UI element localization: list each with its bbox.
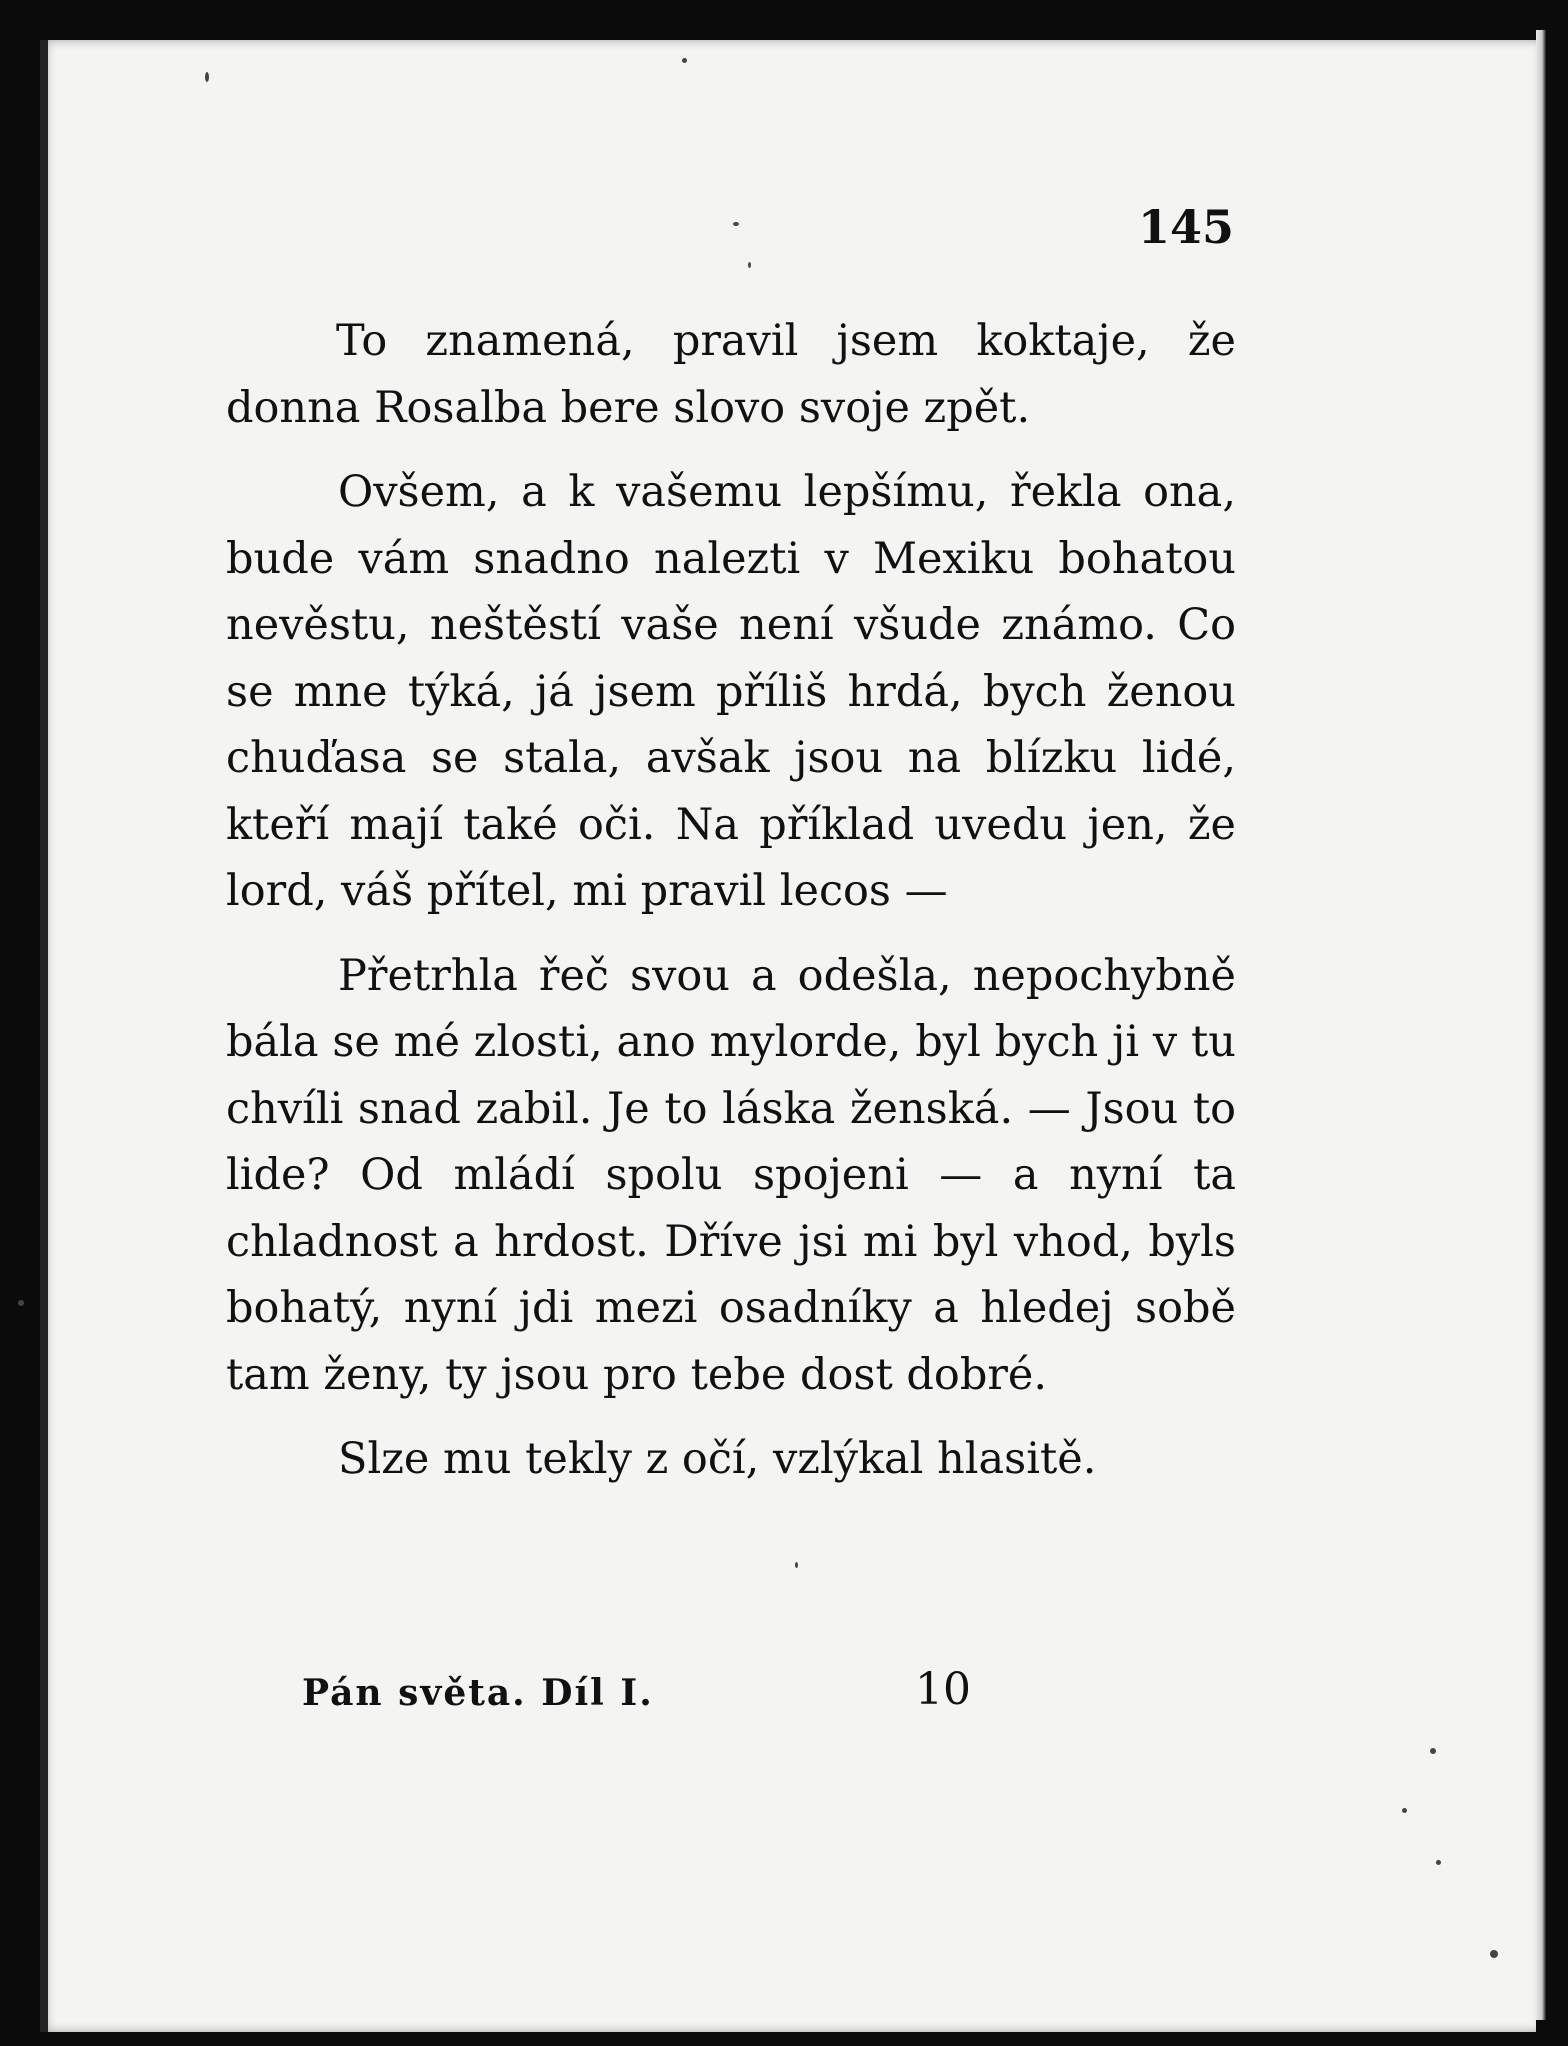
binding-edge [40, 40, 48, 2032]
scan-speck [748, 262, 751, 268]
scan-speck [1436, 1860, 1441, 1865]
page-edge [1536, 30, 1546, 2020]
body-text [226, 308, 1236, 1493]
footer-signature: Pán světa. Díl I. [302, 1672, 654, 1714]
scan-speck [682, 58, 687, 63]
scan-speck [1490, 1950, 1498, 1958]
scan-speck [205, 72, 209, 82]
paragraph-4: Slze mu tekly z očí, vzlýkal hlasitě. [338, 1434, 1097, 1484]
paragraph-1: To znamená, pravil jsem koktaje, že donna Rosalba bere slovo svoje zpět. [226, 316, 1236, 433]
scan-speck [18, 1300, 24, 1306]
scan-speck [733, 222, 739, 226]
paragraph-3: Přetrhla řeč svou a odešla, nepochybně bála se mé zlosti, ano mylorde, byl bych ji v tu chvíli snad zabil. Je to láska ženská. — Jsou to lide? Od mládí spolu spojeni — a nyní ta chladnost a hrdost. Dříve jsi mi byl vhod, byls bohatý, nyní jdi mezi osadníky a hledej sobě tam ženy, ty jsou pro tebe dost dobré. [226, 950, 1236, 1400]
footer-sheet-number: 10 [915, 1664, 971, 1715]
paragraph-2: Ovšem, a k vašemu lepšímu, řekla ona, bude vám snadno nalezti v Mexiku bohatou nevěstu, neštěstí vaše není všude známo. Co se mne týká, já jsem příliš hrdá, bych ženou chuďasa se stala, avšak jsou na blízku lidé, kteří mají také oči. Na příklad uvedu jen, že lord, váš přítel, mi pravil lecos — [226, 467, 1236, 916]
scan-speck [1402, 1808, 1407, 1813]
scan-speck [1430, 1748, 1436, 1754]
page-number: 145 [1138, 200, 1235, 254]
scan-speck [795, 1562, 798, 1568]
